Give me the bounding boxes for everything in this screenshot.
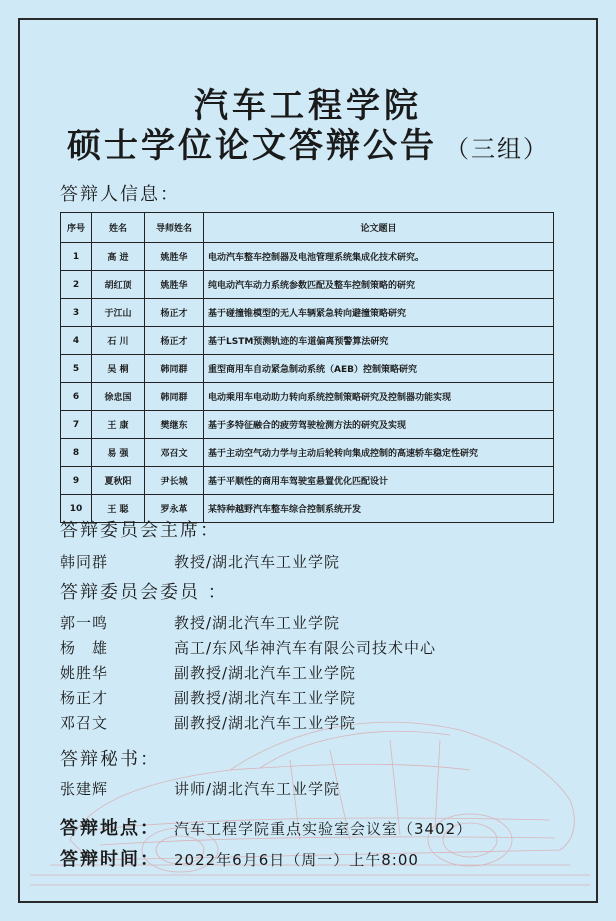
student-name: 高 进 [92, 243, 145, 271]
thesis-title: 电动乘用车电动助力转向系统控制策略研究及控制器功能实现 [204, 383, 554, 411]
table-row [61, 243, 554, 271]
col-thesis-title: 论文题目 [204, 213, 554, 243]
member-row [60, 662, 356, 683]
table-row [61, 383, 554, 411]
chair-role: 教授/湖北汽车工业学院 [174, 553, 341, 571]
row-index: 5 [61, 355, 92, 383]
member-name: 郭一鸣 [60, 614, 109, 632]
secretary-row [60, 778, 340, 799]
table-row [61, 411, 554, 439]
secretary-name: 张建辉 [60, 780, 109, 798]
thesis-title: 纯电动汽车动力系统参数匹配及整车控制策略的研究 [204, 271, 554, 299]
advisor-name: 韩同群 [145, 355, 204, 383]
member-role: 副教授/湖北汽车工业学院 [174, 689, 357, 707]
time-row [60, 845, 419, 871]
row-index: 1 [61, 243, 92, 271]
row-index: 7 [61, 411, 92, 439]
table-row [61, 327, 554, 355]
table-row [61, 467, 554, 495]
secretary-heading: 答辩秘书： [60, 749, 160, 770]
subtitle-main: 硕士学位论文答辩公告 [67, 126, 437, 166]
row-index: 8 [61, 439, 92, 467]
thesis-title: 基于平顺性的商用车驾驶室悬置优化匹配设计 [204, 467, 554, 495]
member-row [60, 612, 340, 633]
col-name: 姓名 [92, 213, 145, 243]
row-index: 9 [61, 467, 92, 495]
time-label: 答辩时间： [60, 849, 160, 870]
student-name: 王 康 [92, 411, 145, 439]
member-role: 高工/东风华神汽车有限公司技术中心 [174, 639, 437, 657]
table-row [61, 439, 554, 467]
member-row [60, 712, 356, 733]
thesis-title: 基于LSTM预测轨迹的车道偏离预警算法研究 [204, 327, 554, 355]
student-name: 夏秋阳 [92, 467, 145, 495]
members-heading: 答辩委员会委员 ： [60, 582, 228, 603]
group-suffix: （三组） [445, 135, 549, 163]
secretary-role: 讲师/湖北汽车工业学院 [174, 780, 341, 798]
row-index: 10 [61, 495, 92, 523]
student-name: 吴 桐 [92, 355, 145, 383]
table-row [61, 271, 554, 299]
chair-row [60, 551, 340, 572]
student-name: 石 川 [92, 327, 145, 355]
location-value: 汽车工程学院重点实验室会议室（3402） [174, 820, 473, 838]
chair-name: 韩同群 [60, 553, 109, 571]
thesis-title: 某特种越野汽车整车综合控制系统开发 [204, 495, 554, 523]
member-name: 杨 雄 [60, 639, 109, 657]
thesis-title: 基于多特征融合的疲劳驾驶检测方法的研究及实现 [204, 411, 554, 439]
advisor-name: 罗永革 [145, 495, 204, 523]
thesis-table [60, 212, 554, 523]
table-row [61, 299, 554, 327]
advisor-name: 邓召文 [145, 439, 204, 467]
thesis-title: 基于碰撞锥模型的无人车辆紧急转向避撞策略研究 [204, 299, 554, 327]
row-index: 6 [61, 383, 92, 411]
member-row [60, 637, 436, 658]
student-name: 胡红顶 [92, 271, 145, 299]
defense-info-heading: 答辩人信息： [60, 184, 180, 205]
advisor-name: 姚胜华 [145, 243, 204, 271]
student-name: 于江山 [92, 299, 145, 327]
row-index: 4 [61, 327, 92, 355]
col-advisor: 导师姓名 [145, 213, 204, 243]
advisor-name: 杨正才 [145, 299, 204, 327]
advisor-name: 樊继东 [145, 411, 204, 439]
advisor-name: 杨正才 [145, 327, 204, 355]
chair-heading: 答辩委员会主席： [60, 520, 220, 541]
table-row [61, 355, 554, 383]
location-row [60, 814, 472, 840]
student-name: 王 聪 [92, 495, 145, 523]
advisor-name: 韩同群 [145, 383, 204, 411]
col-index: 序号 [61, 213, 92, 243]
row-index: 2 [61, 271, 92, 299]
member-role: 副教授/湖北汽车工业学院 [174, 714, 357, 732]
row-index: 3 [61, 299, 92, 327]
member-role: 教授/湖北汽车工业学院 [174, 614, 341, 632]
page-subtitle [0, 118, 616, 167]
time-value: 2022年6月6日（周一）上午8:00 [174, 851, 419, 869]
thesis-title: 电动汽车整车控制器及电池管理系统集成化技术研究。 [204, 243, 554, 271]
advisor-name: 尹长城 [145, 467, 204, 495]
member-name: 姚胜华 [60, 664, 109, 682]
advisor-name: 姚胜华 [145, 271, 204, 299]
member-role: 副教授/湖北汽车工业学院 [174, 664, 357, 682]
thesis-title: 重型商用车自动紧急制动系统（AEB）控制策略研究 [204, 355, 554, 383]
member-name: 邓召文 [60, 714, 109, 732]
table-header-row [61, 213, 554, 243]
member-name: 杨正才 [60, 689, 109, 707]
student-name: 易 强 [92, 439, 145, 467]
location-label: 答辩地点： [60, 818, 160, 839]
student-name: 徐忠国 [92, 383, 145, 411]
page-title: 汽车工程学院 [194, 86, 422, 126]
thesis-title: 基于主动空气动力学与主动后轮转向集成控制的高速轿车稳定性研究 [204, 439, 554, 467]
member-row [60, 687, 356, 708]
